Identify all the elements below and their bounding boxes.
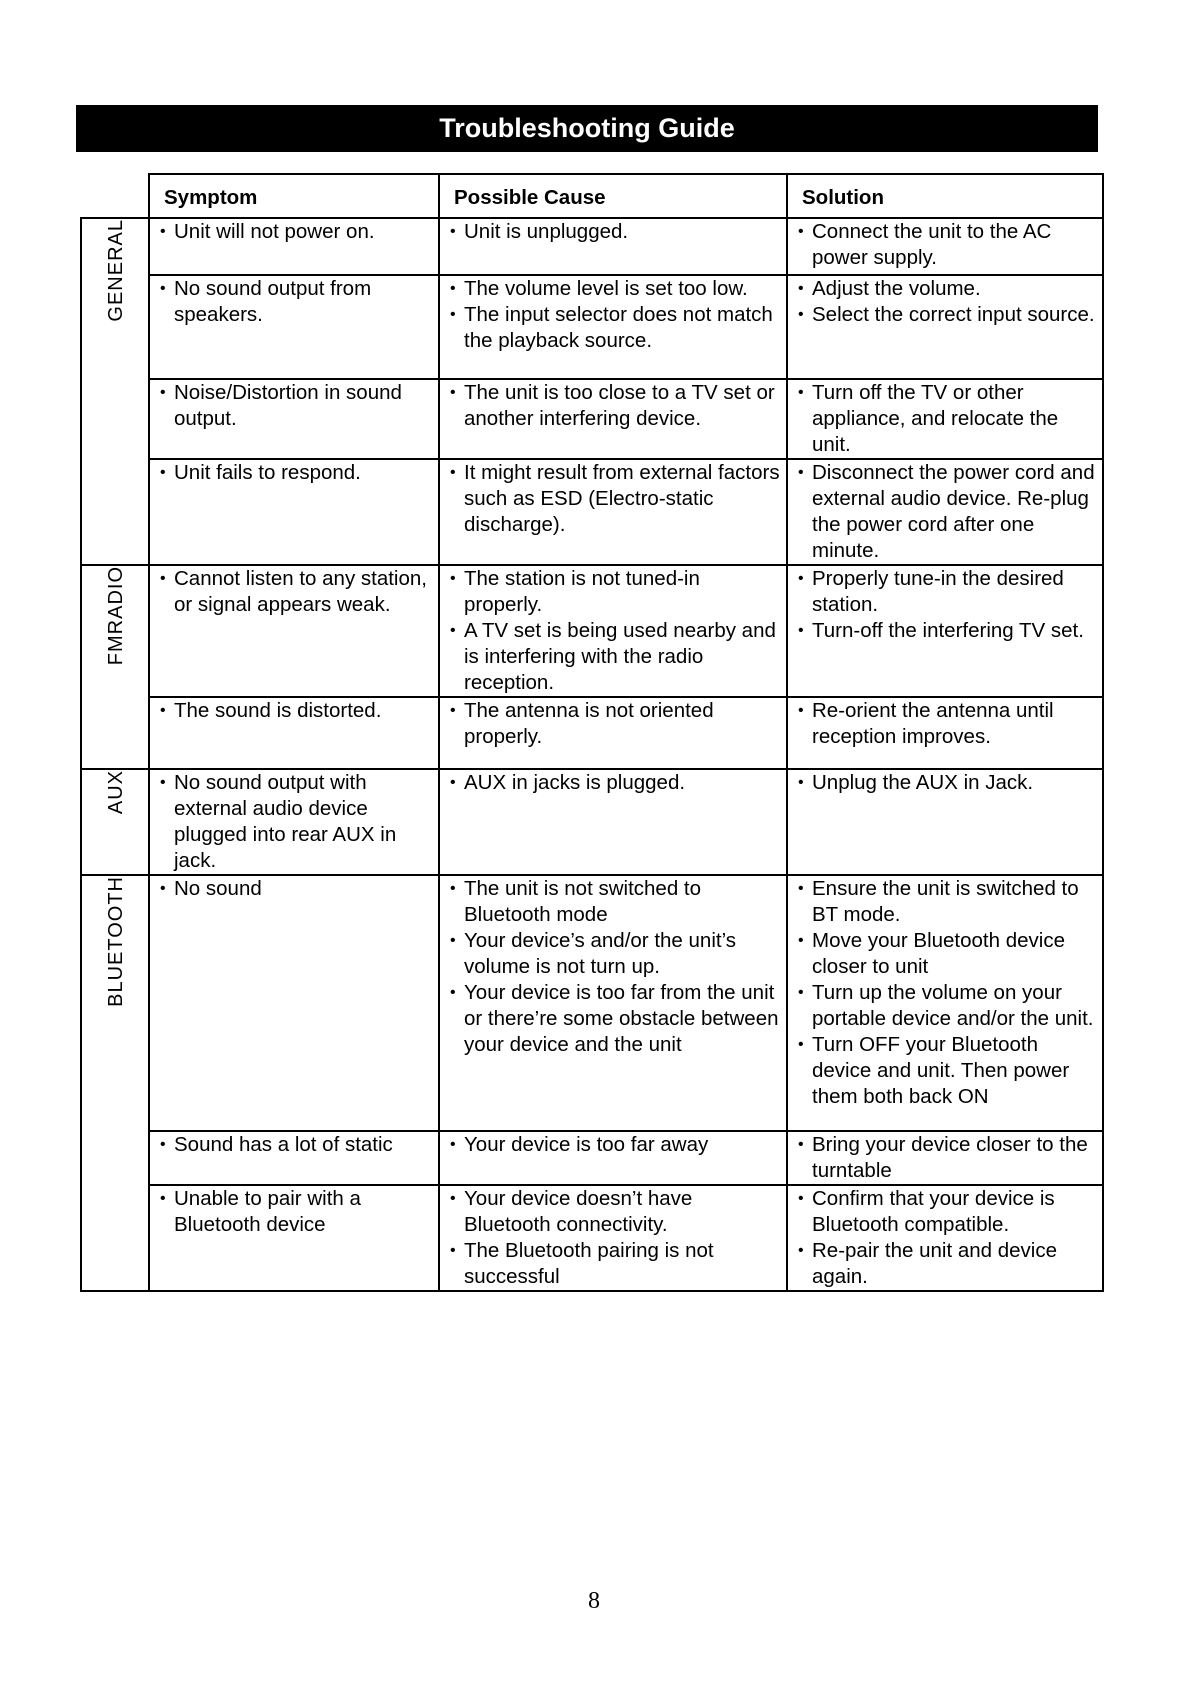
table-row [81, 875, 1103, 1131]
list-item: • Unable to pair with a Bluetooth device [158, 1186, 432, 1238]
list-item: • Properly tune-in the desired station. [796, 566, 1096, 618]
section-aux [81, 769, 149, 875]
list-item: • AUX in jacks is plugged. [448, 770, 780, 796]
header-corner [81, 174, 149, 218]
section-label: GENERAL [105, 219, 127, 322]
list-item: • Your device’s and/or the unit’s volume is not turn up. [448, 928, 780, 980]
list-item: • Noise/Distortion in sound output. [158, 380, 432, 432]
cause-cell [439, 875, 787, 1131]
cause-cell [439, 218, 787, 275]
list-item: • Bring your device closer to the turntable [796, 1132, 1096, 1184]
table-row [81, 1131, 1103, 1185]
list-item: • Turn OFF your Bluetooth device and unit. Then power them both back ON [796, 1032, 1096, 1110]
solution-cell [787, 275, 1103, 379]
list-item: • Select the correct input source. [796, 302, 1096, 328]
symptom-cell [149, 275, 439, 379]
list-item: • Unit fails to respond. [158, 460, 432, 486]
symptom-cell [149, 565, 439, 697]
list-item: • Your device is too far away [448, 1132, 780, 1158]
list-item: • Confirm that your device is Bluetooth compatible. [796, 1186, 1096, 1238]
list-item: • Your device doesn’t have Bluetooth connectivity. [448, 1186, 780, 1238]
cause-cell [439, 459, 787, 565]
list-item: • Ensure the unit is switched to BT mode. [796, 876, 1096, 928]
list-item: • The station is not tuned-in properly. [448, 566, 780, 618]
list-item: • Turn-off the interfering TV set. [796, 618, 1096, 644]
section-label: FMRADIO [105, 566, 127, 666]
cause-cell [439, 1131, 787, 1185]
list-item: • Unplug the AUX in Jack. [796, 770, 1096, 796]
cause-cell [439, 697, 787, 769]
symptom-cell [149, 218, 439, 275]
list-item: • Re-pair the unit and device again. [796, 1238, 1096, 1290]
list-item: • The volume level is set too low. [448, 276, 780, 302]
table-row [81, 459, 1103, 565]
symptom-cell [149, 875, 439, 1131]
symptom-cell [149, 1185, 439, 1291]
list-item: • Your device is too far from the unit or there’re some obstacle between your device and the unit [448, 980, 780, 1058]
list-item: • Move your Bluetooth device closer to unit [796, 928, 1096, 980]
list-item: • The unit is not switched to Bluetooth mode [448, 876, 780, 928]
list-item: • No sound [158, 876, 432, 902]
table-row [81, 379, 1103, 459]
cause-cell [439, 769, 787, 875]
section-bluetooth [81, 875, 149, 1291]
list-item: • The input selector does not match the playback source. [448, 302, 780, 354]
list-item: • The Bluetooth pairing is not successful [448, 1238, 780, 1290]
list-item: • The unit is too close to a TV set or another interfering device. [448, 380, 780, 432]
table-row [81, 1185, 1103, 1291]
list-item: • Adjust the volume. [796, 276, 1096, 302]
section-label: AUX [105, 770, 127, 815]
solution-cell [787, 218, 1103, 275]
table-row [81, 218, 1103, 275]
solution-cell [787, 459, 1103, 565]
solution-cell [787, 1131, 1103, 1185]
symptom-cell [149, 697, 439, 769]
section-fmradio [81, 565, 149, 769]
solution-cell [787, 565, 1103, 697]
solution-cell [787, 697, 1103, 769]
list-item: • Disconnect the power cord and external audio device. Re-plug the power cord after one minute. [796, 460, 1096, 564]
list-item: • A TV set is being used nearby and is interfering with the radio reception. [448, 618, 780, 696]
header-cause: Possible Cause [439, 174, 787, 218]
header-solution: Solution [787, 174, 1103, 218]
troubleshooting-table [80, 173, 1104, 1292]
table-row [81, 275, 1103, 379]
list-item: • Turn off the TV or other appliance, and relocate the unit. [796, 380, 1096, 458]
list-item: • Sound has a lot of static [158, 1132, 432, 1158]
page-number: 8 [588, 1588, 600, 1614]
cause-cell [439, 379, 787, 459]
list-item: • No sound output from speakers. [158, 276, 432, 328]
page-title: Troubleshooting Guide [76, 105, 1098, 152]
symptom-cell [149, 1131, 439, 1185]
header-symptom: Symptom [149, 174, 439, 218]
list-item: • It might result from external factors such as ESD (Electro-static discharge). [448, 460, 780, 538]
list-item: • Re-orient the antenna until reception improves. [796, 698, 1096, 750]
list-item: • No sound output with external audio device plugged into rear AUX in jack. [158, 770, 432, 874]
symptom-cell [149, 459, 439, 565]
list-item: • The antenna is not oriented properly. [448, 698, 780, 750]
solution-cell [787, 769, 1103, 875]
symptom-cell [149, 379, 439, 459]
list-item: • Turn up the volume on your portable device and/or the unit. [796, 980, 1096, 1032]
symptom-cell [149, 769, 439, 875]
solution-cell [787, 875, 1103, 1131]
cause-cell [439, 1185, 787, 1291]
cause-cell [439, 565, 787, 697]
section-label: BLUETOOTH [105, 876, 127, 1007]
list-item: • Connect the unit to the AC power supply. [796, 219, 1096, 271]
list-item: • The sound is distorted. [158, 698, 432, 724]
section-general [81, 218, 149, 565]
table-row [81, 565, 1103, 697]
table-row [81, 769, 1103, 875]
cause-cell [439, 275, 787, 379]
solution-cell [787, 379, 1103, 459]
list-item: • Unit is unplugged. [448, 219, 780, 245]
solution-cell [787, 1185, 1103, 1291]
list-item: • Cannot listen to any station, or signal appears weak. [158, 566, 432, 618]
table-row [81, 697, 1103, 769]
table-header-row [81, 174, 1103, 218]
list-item: • Unit will not power on. [158, 219, 432, 245]
